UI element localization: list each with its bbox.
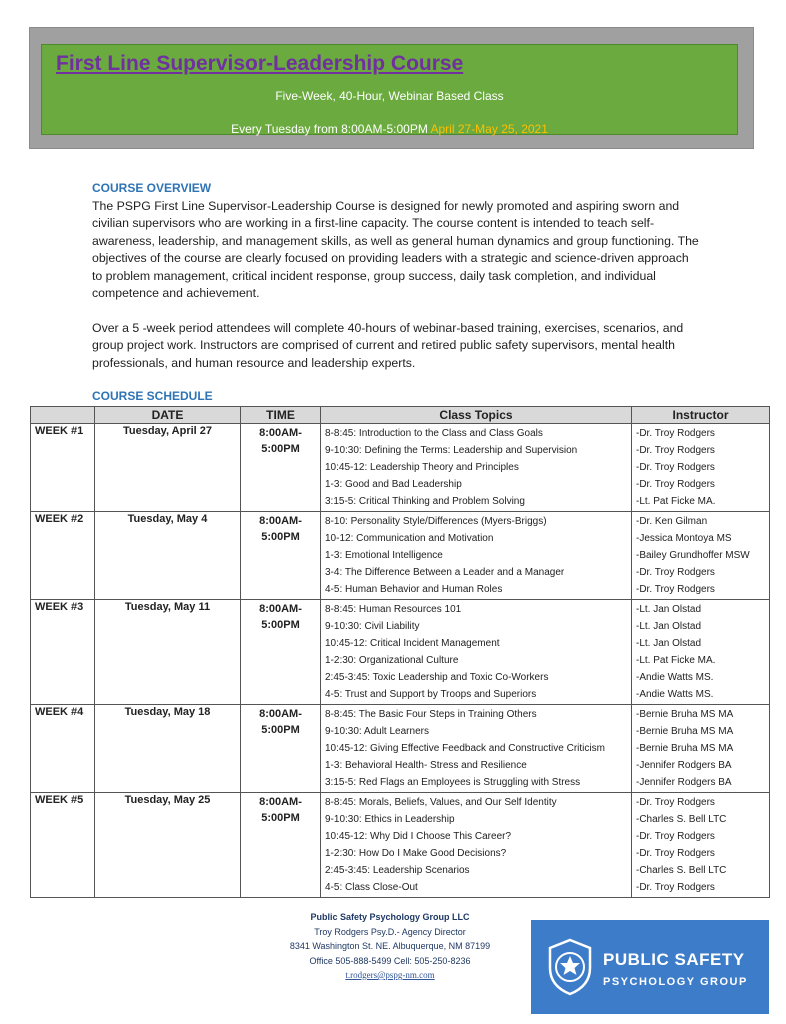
instructor-item: -Andie Watts MS. [636,689,714,700]
instructor-item: -Dr. Troy Rodgers [636,445,715,456]
date-cell: Tuesday, May 25 [95,793,241,898]
schedule-table [30,406,770,898]
instructor-item: -Dr. Troy Rodgers [636,462,715,473]
topic-item: 4-5: Trust and Support by Troops and Superiors [325,689,537,700]
topic-item: 8-8:45: Human Resources 101 [325,604,462,615]
time-line: 5:00PM [261,724,300,736]
course-overview [92,180,702,372]
topic-item: 1-2:30: How Do I Make Good Decisions? [325,848,507,859]
schedule-heading: COURSE SCHEDULE [92,389,213,403]
instructors-cell [632,793,770,898]
table-row [31,793,770,898]
overview-paragraph-2: Over a 5 -week period attendees will complete 40-hours of webinar-based training, exercises, scenarios, and group project work. Instructors are comprised of current and retired public safety supervisors, mental health professionals, and human resource and leadership experts. [92,320,684,370]
instructor-item: -Dr. Troy Rodgers [636,584,715,595]
header-time: TIME [241,407,321,424]
time-cell [241,705,321,793]
time-line: 8:00AM- [259,796,302,808]
instructor-item: -Dr. Troy Rodgers [636,567,715,578]
topic-item: 10:45-12: Critical Incident Management [325,638,500,649]
instructor-item: -Jennifer Rodgers BA [636,760,732,771]
instructor-item: -Bailey Grundhoffer MSW [636,550,750,561]
time-line: 8:00AM- [259,603,302,615]
topic-item: 8-8:45: The Basic Four Steps in Training Others [325,709,537,720]
topic-item: 3:15-5: Red Flags an Employees is Struggling with Stress [325,777,581,788]
topics-cell [321,600,632,705]
time-cell [241,793,321,898]
time-line: 5:00PM [261,531,300,543]
time-line: 5:00PM [261,443,300,455]
topic-item: 8-8:45: Morals, Beliefs, Values, and Our Self Identity [325,797,557,808]
topic-item: 10-12: Communication and Motivation [325,533,494,544]
schedule-prefix: Every Tuesday from 8:00AM-5:00PM [231,122,428,136]
week-cell: WEEK #2 [31,512,95,600]
instructor-item: -Jessica Montoya MS [636,533,732,544]
pspg-logo [531,920,769,1014]
instructor-item: -Dr. Troy Rodgers [636,831,715,842]
date-cell: Tuesday, May 11 [95,600,241,705]
header-week [31,407,95,424]
date-cell: Tuesday, May 4 [95,512,241,600]
header-date: DATE [95,407,241,424]
topics-cell [321,424,632,512]
logo-line-2: PSYCHOLOGY GROUP [603,976,748,988]
instructor-item: -Bernie Bruha MS MA [636,709,734,720]
topic-item: 3-4: The Difference Between a Leader and a Manager [325,567,565,578]
overview-heading: COURSE OVERVIEW [92,181,212,195]
time-cell [241,600,321,705]
course-title: First Line Supervisor-Leadership Course [56,52,464,75]
topic-item: 10:45-12: Why Did I Choose This Career? [325,831,512,842]
topic-item: 8-8:45: Introduction to the Class and Class Goals [325,428,543,439]
topic-item: 1-3: Good and Bad Leadership [325,479,462,490]
footer-phones: Office 505-888-5499 Cell: 505-250-8236 [309,955,471,966]
time-line: 8:00AM- [259,515,302,527]
topics-cell [321,705,632,793]
topic-item: 1-2:30: Organizational Culture [325,655,459,666]
course-schedule-line [42,122,737,136]
footer-contact [255,910,525,983]
table-row [31,705,770,793]
instructor-item: -Dr. Troy Rodgers [636,428,715,439]
course-dates: April 27-May 25, 2021 [430,122,548,136]
instructor-item: -Bernie Bruha MS MA [636,726,734,737]
topic-item: 1-3: Emotional Intelligence [325,550,443,561]
instructor-item: -Andie Watts MS. [636,672,714,683]
topic-item: 4-5: Class Close-Out [325,882,418,893]
instructor-item: -Lt. Pat Ficke MA. [636,655,716,666]
instructor-item: -Lt. Jan Olstad [636,604,702,615]
overview-paragraph-1: The PSPG First Line Supervisor-Leadership Course is designed for newly promoted and aspiring sworn and civilian supervisors who are working in a first-line capacity. The course content is intended to teach self-awareness, leadership, and management skills, as well as general human dynamics and group functioning. The objectives of the course are clearly focused on providing leaders with a strategic and science-driven approach to problem management, critical incident response, group success, daily task completion, and individual competence and achievement. [92,198,699,300]
instructor-item: -Lt. Pat Ficke MA. [636,496,716,507]
instructor-item: -Lt. Jan Olstad [636,638,702,649]
instructor-item: -Charles S. Bell LTC [636,814,727,825]
topic-item: 3:15-5: Critical Thinking and Problem Solving [325,496,525,507]
footer-org: Public Safety Psychology Group LLC [310,912,470,922]
logo-line-1: PUBLIC SAFETY [603,950,745,969]
header-topics: Class Topics [321,407,632,424]
header-instructor: Instructor [632,407,770,424]
time-line: 5:00PM [261,619,300,631]
topic-item: 1-3: Behavioral Health- Stress and Resilience [325,760,527,771]
instructors-cell [632,424,770,512]
instructor-item: -Dr. Ken Gilman [636,516,708,527]
instructors-cell [632,600,770,705]
date-cell: Tuesday, April 27 [95,424,241,512]
time-line: 5:00PM [261,812,300,824]
instructors-cell [632,705,770,793]
instructors-cell [632,512,770,600]
topics-cell [321,793,632,898]
table-row [31,424,770,512]
week-cell: WEEK #4 [31,705,95,793]
course-subtitle: Five-Week, 40-Hour, Webinar Based Class [275,89,504,103]
time-line: 8:00AM- [259,708,302,720]
header-banner-inner [41,44,738,135]
topic-item: 9-10:30: Civil Liability [325,621,420,632]
time-cell [241,512,321,600]
date-cell: Tuesday, May 18 [95,705,241,793]
week-cell: WEEK #1 [31,424,95,512]
table-row [31,600,770,705]
footer-director: Troy Rodgers Psy.D.- Agency Director [314,926,466,937]
topic-item: 9-10:30: Adult Learners [325,726,429,737]
instructor-item: -Dr. Troy Rodgers [636,848,715,859]
topics-cell [321,512,632,600]
instructor-item: -Dr. Troy Rodgers [636,797,715,808]
topic-item: 2:45-3:45: Leadership Scenarios [325,865,470,876]
instructor-item: -Dr. Troy Rodgers [636,882,715,893]
topic-item: 8-10: Personality Style/Differences (Myers-Briggs) [325,516,547,527]
topic-item: 9-10:30: Ethics in Leadership [325,814,455,825]
time-line: 8:00AM- [259,427,302,439]
star-badge-icon [547,938,593,996]
table-header-row [31,407,770,424]
instructor-item: -Charles S. Bell LTC [636,865,727,876]
topic-item: 4-5: Human Behavior and Human Roles [325,584,503,595]
instructor-item: -Lt. Jan Olstad [636,621,702,632]
instructor-item: -Jennifer Rodgers BA [636,777,732,788]
topic-item: 9-10:30: Defining the Terms: Leadership and Supervision [325,445,578,456]
time-cell [241,424,321,512]
topic-item: 2:45-3:45: Toxic Leadership and Toxic Co-Workers [325,672,549,683]
header-banner [29,27,754,149]
topic-item: 10:45-12: Leadership Theory and Principles [325,462,519,473]
footer-email-link[interactable]: t.rodgers@pspg-nm.com [345,970,435,980]
topic-item: 10:45-12: Giving Effective Feedback and Constructive Criticism [325,743,605,754]
instructor-item: -Dr. Troy Rodgers [636,479,715,490]
instructor-item: -Bernie Bruha MS MA [636,743,734,754]
table-row [31,512,770,600]
footer-address: 8341 Washington St. NE. Albuquerque, NM 87199 [289,941,491,951]
week-cell: WEEK #5 [31,793,95,898]
week-cell: WEEK #3 [31,600,95,705]
